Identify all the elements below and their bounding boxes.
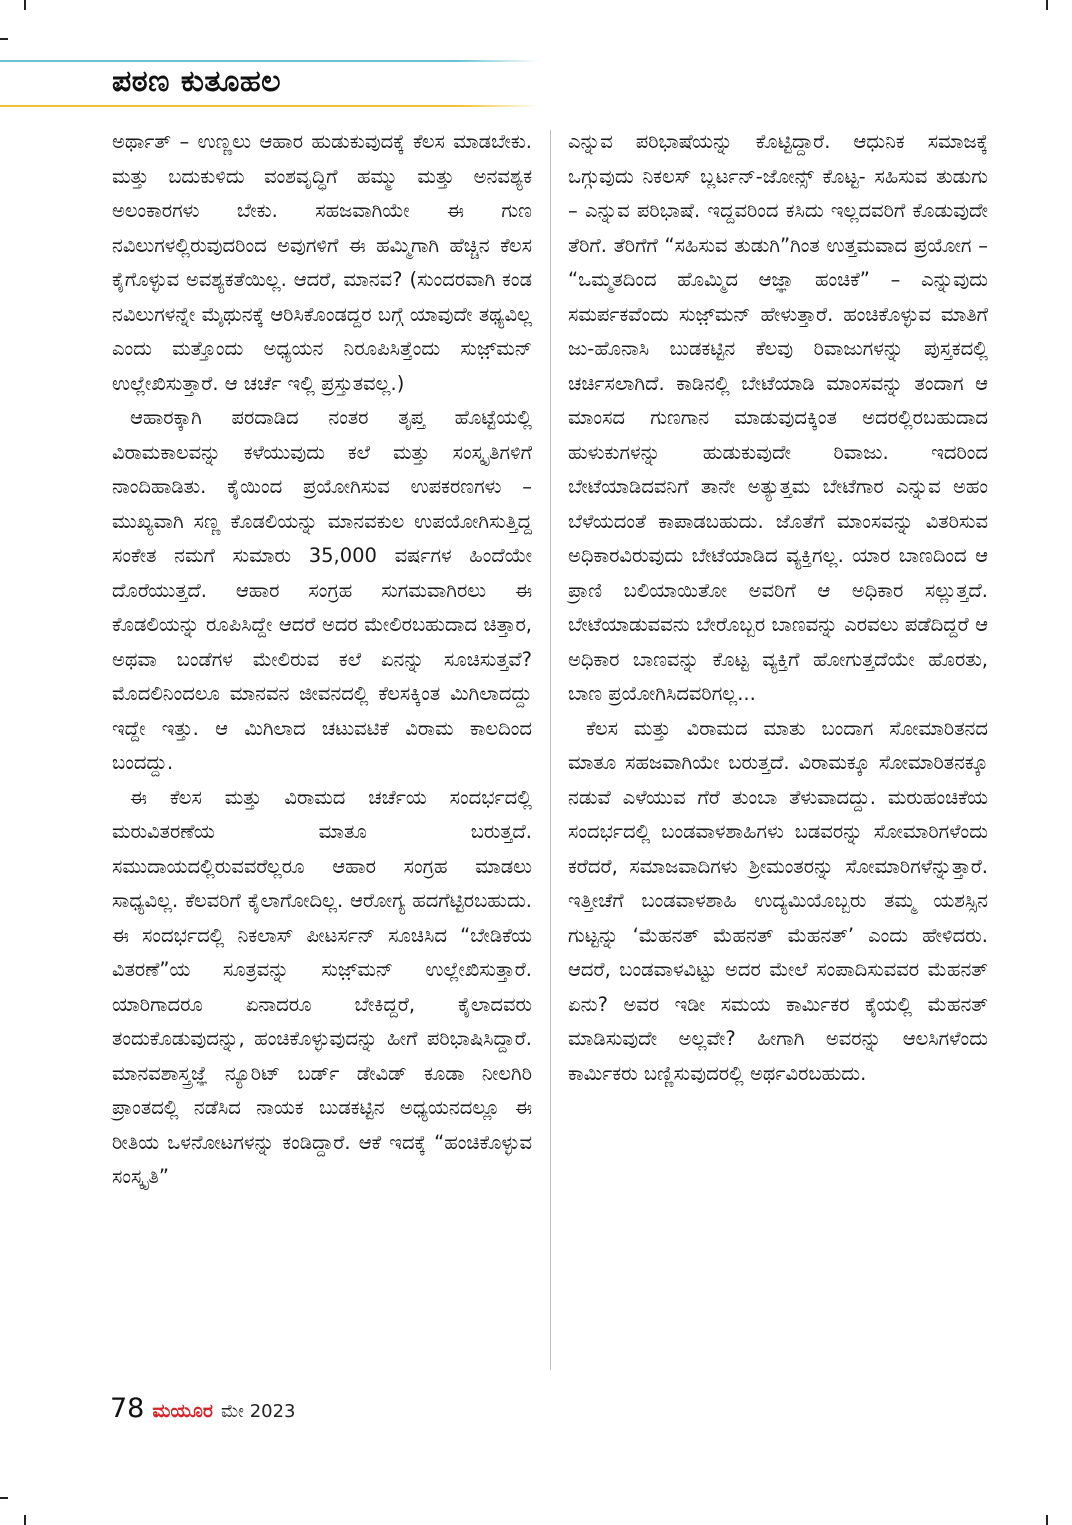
- crop-mark-top-left: [24, 0, 26, 10]
- article-column-left: [112, 125, 532, 1195]
- crop-mark-top-left-h: [0, 38, 8, 40]
- section-title: ಪಠಣ ಕುತೂಹಲ: [112, 64, 282, 99]
- issue-date: ಮೇ 2023: [220, 1401, 296, 1422]
- article-column-right: [568, 125, 988, 1091]
- crop-mark-top-right: [1046, 0, 1048, 10]
- paragraph: ಅರ್ಥಾತ್ – ಉಣ್ಣಲು ಆಹಾರ ಹುಡುಕುವುದಕ್ಕೆ ಕೆಲಸ ಮಾಡಬೇಕು. ಮತ್ತು ಬದುಕುಳಿದು ವಂಶವೃದ್ಧಿಗೆ ಹಮ್ಮು ಮತ್ತು ಅನವಶ್ಯಕ ಅಲಂಕಾರಗಳು ಬೇಕು. ಸಹಜವಾಗಿಯೇ ಈ ಗುಣ ನವಿಲುಗಳಲ್ಲಿರುವುದರಿಂದ ಅವುಗಳಿಗೆ ಈ ಹಮ್ಮಿಗಾಗಿ ಹೆಚ್ಚಿನ ಕೆಲಸ ಕೈಗೊಳ್ಳುವ ಅವಶ್ಯಕತೆಯಿಲ್ಲ. ಆದರೆ, ಮಾನವ? (ಸುಂದರವಾಗಿ ಕಂಡ ನವಿಲುಗಳನ್ನೇ ಮೈಥುನಕ್ಕೆ ಆರಿಸಿಕೊಂಡದ್ದರ ಬಗ್ಗೆ ಯಾವುದೇ ತಥ್ಯವಿಲ್ಲ ಎಂದು ಮತ್ತೊಂದು ಅಧ್ಯಯನ ನಿರೂಪಿಸಿತ್ತೆಂದು ಸುಜ಼್‌ಮನ್ ಉಲ್ಲೇಖಿಸುತ್ತಾರೆ. ಆ ಚರ್ಚೆ ಇಲ್ಲಿ ಪ್ರಸ್ತುತವಲ್ಲ.): [112, 130, 532, 395]
- column-divider: [550, 130, 551, 1370]
- paragraph: ಎನ್ನುವ ಪರಿಭಾಷೆಯನ್ನು ಕೊಟ್ಟಿದ್ದಾರೆ. ಆಧುನಿಕ ಸಮಾಜಕ್ಕೆ ಒಗ್ಗುವುದು ನಿಕಲಸ್ ಬ್ಲರ್ಟನ್-ಜೋನ್ಸ್ ಕೊಟ್ಟ- ಸಹಿಸುವ ತುಡುಗು – ಎನ್ನುವ ಪರಿಭಾಷೆ. ಇದ್ದವರಿಂದ ಕಸಿದು ಇಲ್ಲದವರಿಗೆ ಕೊಡುವುದೇ ತೆರಿಗೆ. ತೆರಿಗೆಗೆ “ಸಹಿಸುವ ತುಡುಗಿ”ಗಿಂತ ಉತ್ತಮವಾದ ಪ್ರಯೋಗ – “ಒಮ್ಮತದಿಂದ ಹೊಮ್ಮಿದ ಆಜ್ಞಾ ಹಂಚಿಕೆ” – ಎನ್ನುವುದು ಸಮರ್ಪಕವೆಂದು ಸುಜ಼್‌ಮನ್ ಹೇಳುತ್ತಾರೆ. ಹಂಚಿಕೊಳ್ಳುವ ಮಾತಿಗೆ ಜು-ಹೊನಾಸಿ ಬುಡಕಟ್ಟಿನ ಕೆಲವು ರಿವಾಜುಗಳನ್ನು ಪುಸ್ತಕದಲ್ಲಿ ಚರ್ಚಿಸಲಾಗಿದೆ. ಕಾಡಿನಲ್ಲಿ ಬೇಟೆಯಾಡಿ ಮಾಂಸವನ್ನು ತಂದಾಗ ಆ ಮಾಂಸದ ಗುಣಗಾನ ಮಾಡುವುದಕ್ಕಿಂತ ಅದರಲ್ಲಿರಬಹುದಾದ ಹುಳುಕುಗಳನ್ನು ಹುಡುಕುವುದೇ ರಿವಾಜು. ಇದರಿಂದ ಬೇಟೆಯಾಡಿದವನಿಗೆ ತಾನೇ ಅತ್ಯುತ್ತಮ ಬೇಟೆಗಾರ ಎನ್ನುವ ಅಹಂ ಬೆಳೆಯದಂತೆ ಕಾಪಾಡಬಹುದು. ಜೊತೆಗೆ ಮಾಂಸವನ್ನು ವಿತರಿಸುವ ಅಧಿಕಾರವಿರುವುದು ಬೇಟೆಯಾಡಿದ ವ್ಯಕ್ತಿಗಲ್ಲ. ಯಾರ ಬಾಣದಿಂದ ಆ ಪ್ರಾಣಿ ಬಲಿಯಾಯಿತೋ ಅವರಿಗೆ ಆ ಅಧಿಕಾರ ಸಲ್ಲುತ್ತದೆ. ಬೇಟೆಯಾಡುವವನು ಬೇರೊಬ್ಬರ ಬಾಣವನ್ನು ಎರವಲು ಪಡೆದಿದ್ದರೆ ಆ ಅಧಿಕಾರ ಬಾಣವನ್ನು ಕೊಟ್ಟ ವ್ಯಕ್ತಿಗೆ ಹೋಗುತ್ತದೆಯೇ ಹೊರತು, ಬಾಣ ಪ್ರಯೋಗಿಸಿದವರಿಗಲ್ಲ...: [568, 130, 988, 705]
- header-rule-bottom: [0, 105, 540, 107]
- paragraph: ಆಹಾರಕ್ಕಾಗಿ ಪರದಾಡಿದ ನಂತರ ತೃಪ್ತ ಹೊಟ್ಟೆಯಲ್ಲಿ ವಿರಾಮಕಾಲವನ್ನು ಕಳೆಯುವುದು ಕಲೆ ಮತ್ತು ಸಂಸ್ಕೃತಿಗಳಿಗೆ ನಾಂದಿಹಾಡಿತು. ಕೈಯಿಂದ ಪ್ರಯೋಗಿಸುವ ಉಪಕರಣಗಳು – ಮುಖ್ಯವಾಗಿ ಸಣ್ಣ ಕೊಡಲಿಯನ್ನು ಮಾನವಕುಲ ಉಪಯೋಗಿಸುತ್ತಿದ್ದ ಸಂಕೇತ ನಮಗೆ ಸುಮಾರು 35,000 ವರ್ಷಗಳ ಹಿಂದೆಯೇ ದೊರೆಯುತ್ತದೆ. ಆಹಾರ ಸಂಗ್ರಹ ಸುಗಮವಾಗಿರಲು ಈ ಕೊಡಲಿಯನ್ನು ರೂಪಿಸಿದ್ದೇ ಆದರೆ ಅದರ ಮೇಲಿರಬಹುದಾದ ಚಿತ್ತಾರ, ಅಥವಾ ಬಂಡೆಗಳ ಮೇಲಿರುವ ಕಲೆ ಏನನ್ನು ಸೂಚಿಸುತ್ತವೆ? ಮೊದಲಿನಿಂದಲೂ ಮಾನವನ ಜೀವನದಲ್ಲಿ ಕೆಲಸಕ್ಕಿಂತ ಮಿಗಿಲಾದದ್ದು ಇದ್ದೇ ಇತ್ತು. ಆ ಮಿಗಿಲಾದ ಚಟುವಟಿಕೆ ವಿರಾಮ ಕಾಲದಿಂದ ಬಂದದ್ದು.: [112, 406, 532, 774]
- paragraph: ಕೆಲಸ ಮತ್ತು ವಿರಾಮದ ಮಾತು ಬಂದಾಗ ಸೋಮಾರಿತನದ ಮಾತೂ ಸಹಜವಾಗಿಯೇ ಬರುತ್ತದೆ. ವಿರಾಮಕ್ಕೂ ಸೋಮಾರಿತನಕ್ಕೂ ನಡುವೆ ಎಳೆಯುವ ಗೆರೆ ತುಂಬಾ ತೆಳುವಾದದ್ದು. ಮರುಹಂಚಿಕೆಯ ಸಂದರ್ಭದಲ್ಲಿ ಬಂಡವಾಳಶಾಹಿಗಳು ಬಡವರನ್ನು ಸೋಮಾರಿಗಳೆಂದು ಕರೆದರೆ, ಸಮಾಜವಾದಿಗಳು ಶ್ರೀಮಂತರನ್ನು ಸೋಮಾರಿಗಳೆನ್ನುತ್ತಾರೆ. ಇತ್ತೀಚೆಗೆ ಬಂಡವಾಳಶಾಹಿ ಉದ್ಯಮಿಯೊಬ್ಬರು ತಮ್ಮ ಯಶಸ್ಸಿನ ಗುಟ್ಟನ್ನು ‘ಮೆಹನತ್ ಮೆಹನತ್ ಮೆಹನತ್’ ಎಂದು ಹೇಳಿದರು. ಆದರೆ, ಬಂಡವಾಳವಿಟ್ಟು ಅದರ ಮೇಲೆ ಸಂಪಾದಿಸುವವರ ಮೆಹನತ್ ಏನು? ಅವರ ಇಡೀ ಸಮಯ ಕಾರ್ಮಿಕರ ಕೈಯಲ್ಲಿ ಮೆಹನತ್ ಮಾಡಿಸುವುದೇ ಅಲ್ಲವೇ? ಹೀಗಾಗಿ ಅವರನ್ನು ಆಲಸಿಗಳೆಂದು ಕಾರ್ಮಿಕರು ಬಣ್ಣಿಸುವುದರಲ್ಲಿ ಅರ್ಥವಿರಬಹುದು.: [568, 716, 988, 1085]
- paragraph: ಈ ಕೆಲಸ ಮತ್ತು ವಿರಾಮದ ಚರ್ಚೆಯ ಸಂದರ್ಭದಲ್ಲಿ ಮರುವಿತರಣೆಯ ಮಾತೂ ಬರುತ್ತದೆ. ಸಮುದಾಯದಲ್ಲಿರುವವರೆಲ್ಲರೂ ಆಹಾರ ಸಂಗ್ರಹ ಮಾಡಲು ಸಾಧ್ಯವಿಲ್ಲ. ಕೆಲವರಿಗೆ ಕೈಲಾಗೋದಿಲ್ಲ. ಆರೋಗ್ಯ ಹದಗೆಟ್ಟಿರಬಹುದು. ಈ ಸಂದರ್ಭದಲ್ಲಿ ನಿಕಲಾಸ್ ಪೀಟರ್ಸನ್ ಸೂಚಿಸಿದ “ಬೇಡಿಕೆಯ ವಿತರಣೆ”ಯ ಸೂತ್ರವನ್ನು ಸುಜ಼್‌ಮನ್ ಉಲ್ಲೇಖಿಸುತ್ತಾರೆ. ಯಾರಿಗಾದರೂ ಏನಾದರೂ ಬೇಕಿದ್ದರೆ, ಕೈಲಾದವರು ತಂದುಕೊಡುವುದನ್ನು, ಹಂಚಿಕೊಳ್ಳುವುದನ್ನು ಹೀಗೆ ಪರಿಭಾಷಿಸಿದ್ದಾರೆ. ಮಾನವಶಾಸ್ತ್ರಜ್ಞೆ ನ್ಯೂರಿಟ್ ಬರ್ಡ್ ಡೇವಿಡ್ ಕೂಡಾ ನೀಲಗಿರಿ ಪ್ರಾಂತದಲ್ಲಿ ನಡೆಸಿದ ನಾಯಕ ಬುಡಕಟ್ಟಿನ ಅಧ್ಯಯನದಲ್ಲೂ ಈ ರೀತಿಯ ಒಳನೋಟಗಳನ್ನು ಕಂಡಿದ್ದಾರೆ. ಆಕೆ ಇದಕ್ಕೆ “ಹಂಚಿಕೊಳ್ಳುವ ಸಂಸ್ಕೃತಿ”: [112, 785, 532, 1188]
- crop-mark-bottom-right: [1046, 1515, 1048, 1525]
- header-rule-top: [0, 60, 540, 62]
- crop-mark-bottom-left-h: [0, 1497, 8, 1499]
- magazine-name: ಮಯೂರ: [152, 1400, 213, 1422]
- page-footer: [110, 1393, 296, 1427]
- page-number: 78: [110, 1393, 145, 1424]
- crop-mark-bottom-left: [24, 1515, 26, 1525]
